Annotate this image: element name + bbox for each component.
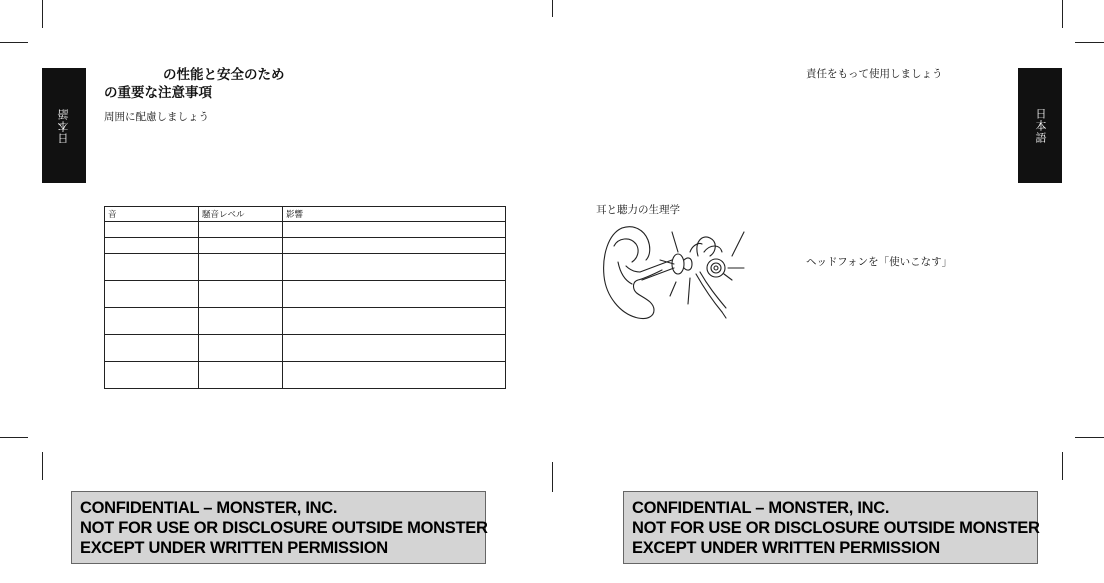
table-row (105, 308, 506, 335)
crop-mark (1062, 452, 1063, 480)
table-cell (105, 335, 199, 362)
crop-mark (1075, 437, 1104, 438)
language-tab-right (1018, 68, 1062, 183)
noise-level-table (104, 206, 506, 389)
crop-mark (42, 0, 43, 28)
confidential-line: NOT FOR USE OR DISCLOSURE OUTSIDE MONSTER (632, 519, 1040, 537)
table-row (105, 362, 506, 389)
language-tab-label: 日本語 (57, 107, 70, 144)
confidential-line: EXCEPT UNDER WRITTEN PERMISSION (80, 539, 388, 557)
table-cell (105, 222, 199, 238)
crop-mark (552, 0, 553, 17)
confidential-notice-right (623, 491, 1038, 564)
table-cell (283, 222, 506, 238)
confidential-line: NOT FOR USE OR DISCLOSURE OUTSIDE MONSTER (80, 519, 488, 537)
crop-mark (42, 452, 43, 480)
table-cell (199, 238, 283, 254)
crop-mark (0, 42, 28, 43)
confidential-line: CONFIDENTIAL – MONSTER, INC. (632, 499, 890, 517)
section-heading: 責任をもって使用しましょう (806, 68, 943, 80)
language-tab-left (42, 68, 86, 183)
figure-caption: 耳と聴力の生理学 (596, 204, 680, 216)
table-cell (283, 308, 506, 335)
page-title-line2: の重要な注意事項 (104, 85, 212, 101)
ear-anatomy-illustration (598, 222, 748, 322)
table-cell (105, 362, 199, 389)
crop-mark (0, 437, 28, 438)
table-cell (199, 308, 283, 335)
table-cell (283, 238, 506, 254)
table-cell (283, 335, 506, 362)
confidential-line: EXCEPT UNDER WRITTEN PERMISSION (632, 539, 940, 557)
table-cell (199, 222, 283, 238)
table-row (105, 281, 506, 308)
table-row (105, 335, 506, 362)
table-cell (199, 254, 283, 281)
table-header: 騒音レベル (199, 207, 283, 222)
section-heading: 周囲に配慮しましょう (104, 111, 209, 123)
crop-mark (552, 462, 553, 492)
table-cell (199, 281, 283, 308)
table-cell (105, 281, 199, 308)
table-cell (105, 238, 199, 254)
table-cell (199, 335, 283, 362)
confidential-notice-left (71, 491, 486, 564)
table-cell (283, 254, 506, 281)
table-row (105, 254, 506, 281)
section-heading: ヘッドフォンを「使いこなす」 (806, 256, 953, 268)
table-cell (105, 254, 199, 281)
crop-mark (1075, 42, 1104, 43)
table-row (105, 222, 506, 238)
language-tab-label: 日本語 (1034, 107, 1047, 144)
crop-mark (1062, 0, 1063, 28)
page-title-line1: の性能と安全のため (163, 67, 285, 83)
table-header: 音 (105, 207, 199, 222)
table-cell (199, 362, 283, 389)
table-cell (105, 308, 199, 335)
table-header: 影響 (283, 207, 506, 222)
table-row (105, 238, 506, 254)
table-cell (283, 281, 506, 308)
table-cell (283, 362, 506, 389)
confidential-line: CONFIDENTIAL – MONSTER, INC. (80, 499, 338, 517)
